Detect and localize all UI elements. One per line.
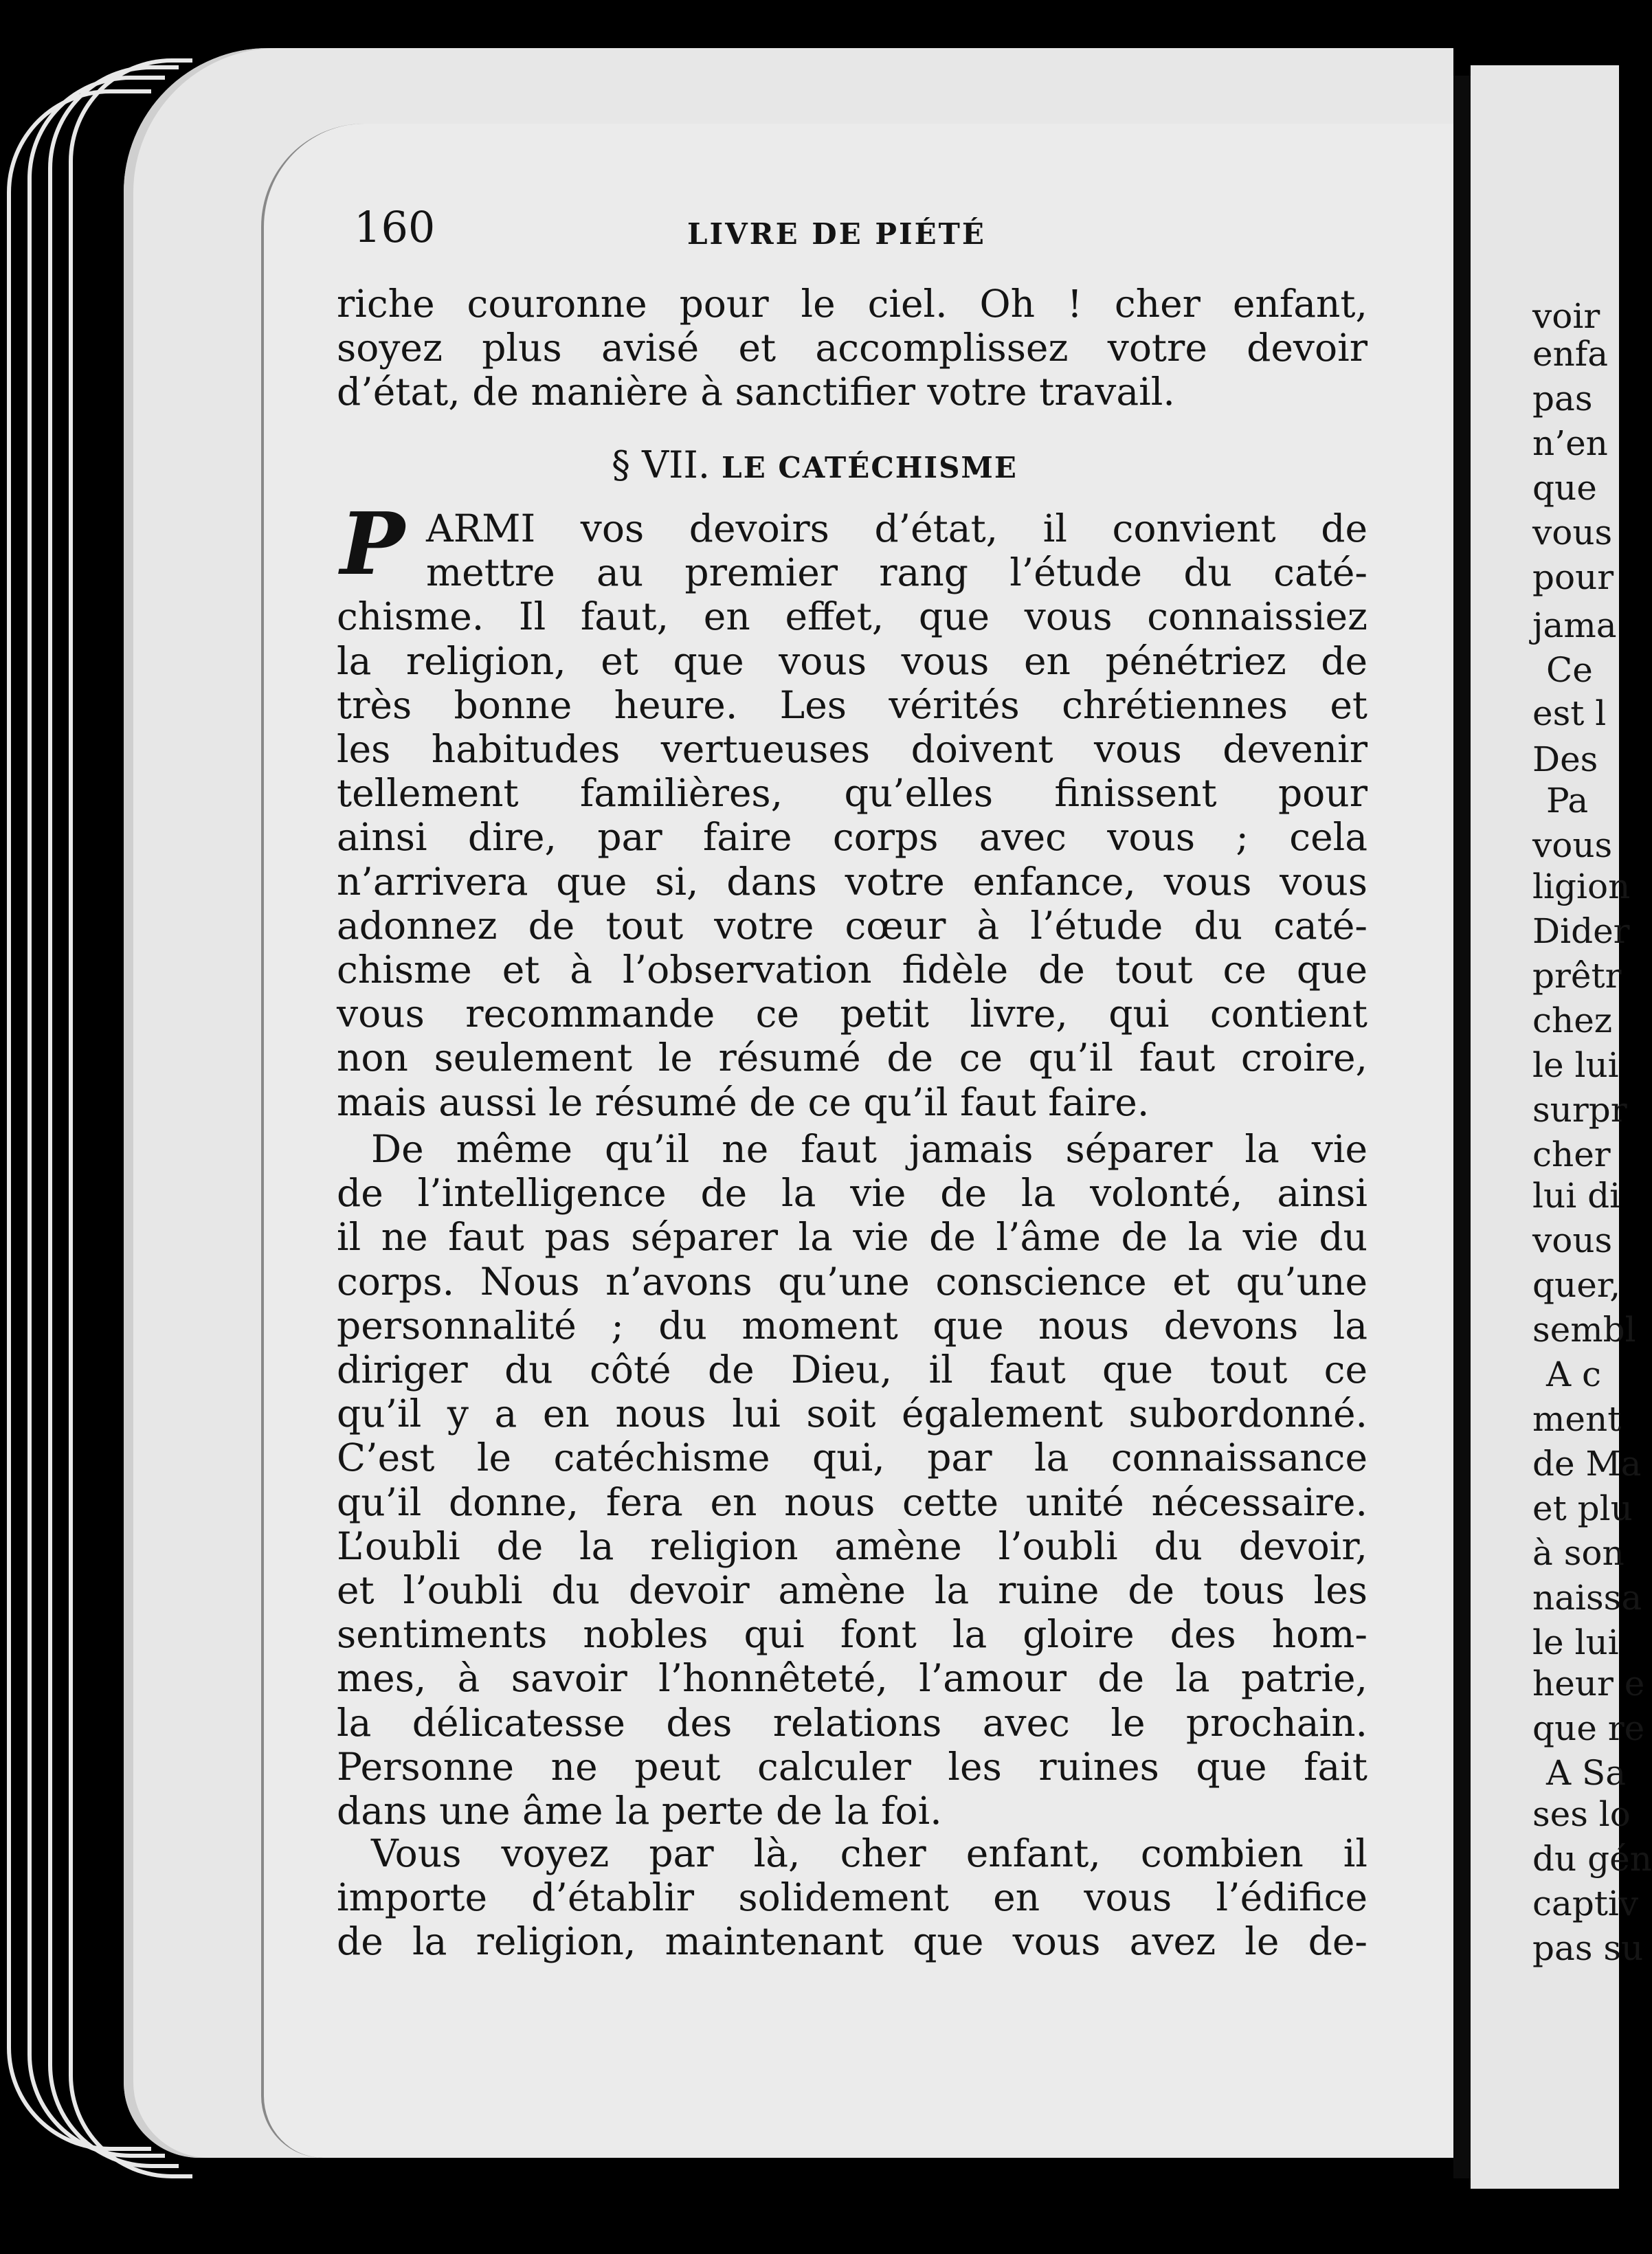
facing-page-line: A c: [1546, 1354, 1602, 1394]
text-line: L’oubli de la religion amène l’oubli du devoir,: [337, 1524, 1368, 1568]
text-line: personnalité ; du moment que nous devons la: [337, 1303, 1368, 1348]
facing-page-line: pas: [1532, 379, 1593, 419]
facing-page-line: heur e: [1532, 1664, 1645, 1704]
facing-page-line: captiv: [1532, 1884, 1639, 1923]
facing-page-line: pour: [1532, 557, 1614, 597]
facing-page-line: Pa: [1546, 781, 1589, 821]
text-line: corps. Nous n’avons qu’une conscience et qu’une: [337, 1259, 1368, 1304]
text-line: soyez plus avisé et accomplissez votre devoir: [337, 326, 1368, 370]
text-line: mes, à savoir l’honnêteté, l’amour de la patrie,: [337, 1656, 1368, 1701]
text-line: ARMI vos devoirs d’état, il convient de: [426, 506, 1368, 550]
text-line: n’arrivera que si, dans votre enfance, vous vous: [337, 859, 1368, 904]
text-line: mais aussi le résumé de ce qu’il faut faire.: [337, 1080, 1150, 1124]
facing-page-line: lui di: [1532, 1176, 1621, 1216]
drop-cap: P: [340, 494, 405, 594]
text-line: et l’oubli du devoir amène la ruine de tous les: [337, 1568, 1368, 1612]
facing-page-line: ligion: [1532, 867, 1631, 906]
text-line: d’état, de manière à sanctifier votre travail.: [337, 370, 1175, 414]
text-line: riche couronne pour le ciel. Oh ! cher enfant,: [337, 282, 1368, 326]
text-line: la religion, et que vous vous en pénétriez de: [337, 638, 1368, 683]
text-line: qu’il donne, fera en nous cette unité nécessaire.: [337, 1480, 1368, 1524]
facing-page-line: que re: [1532, 1708, 1645, 1748]
book-spine: [1453, 76, 1471, 2178]
facing-page-line: ses lo: [1532, 1794, 1631, 1834]
text-line: de l’intelligence de la vie de la volonté, ainsi: [337, 1171, 1368, 1216]
facing-page-line: prêtr: [1532, 956, 1622, 996]
facing-page-line: le lui: [1532, 1622, 1619, 1662]
running-title: LIVRE DE PIÉTÉ: [687, 217, 986, 251]
text-line: adonnez de tout votre cœur à l’étude du caté-: [337, 903, 1368, 948]
text-line: non seulement le résumé de ce qu’il faut croire,: [337, 1036, 1368, 1080]
facing-page-line: du gén: [1532, 1839, 1652, 1879]
text-line: il ne faut pas séparer la vie de l’âme de la vie du: [337, 1215, 1368, 1260]
section-title: LE CATÉCHISME: [722, 451, 1018, 484]
facing-page-line: naissa: [1532, 1578, 1642, 1618]
facing-page-line: n’en: [1532, 423, 1608, 463]
text-line: chisme et à l’observation fidèle de tout ce que: [337, 948, 1368, 992]
facing-page-line: de Ma: [1532, 1444, 1642, 1484]
facing-page-line: et plu: [1532, 1488, 1633, 1528]
text-line: tellement familières, qu’elles finissent pour: [337, 771, 1368, 816]
text-line: vous recommande ce petit livre, qui contient: [337, 992, 1368, 1036]
facing-page-line: Des: [1532, 739, 1598, 779]
facing-page-line: ment: [1532, 1399, 1622, 1439]
facing-page-line: quer,: [1532, 1265, 1621, 1305]
section-number: § VII.: [612, 443, 710, 487]
text-line: la délicatesse des relations avec le prochain.: [337, 1700, 1368, 1745]
facing-page-line: à son: [1532, 1533, 1625, 1573]
facing-page-line: pas su: [1532, 1928, 1644, 1968]
facing-page-line: sembl: [1532, 1310, 1636, 1350]
text-line: très bonne heure. Les vérités chrétiennes et: [337, 682, 1368, 727]
text-line: Personne ne peut calculer les ruines que fait: [337, 1744, 1368, 1789]
page-number: 160: [354, 202, 436, 252]
section-heading: [612, 443, 1018, 487]
text-line: qu’il y a en nous lui soit également subordonné.: [337, 1392, 1368, 1436]
facing-page-line: vous: [1532, 513, 1613, 553]
text-line: De même qu’il ne faut jamais séparer la vie: [371, 1127, 1368, 1171]
facing-page-line: A Sa: [1546, 1753, 1627, 1793]
text-line: les habitudes vertueuses doivent vous devenir: [337, 727, 1368, 771]
facing-page-line: enfa: [1532, 334, 1609, 374]
facing-page-line: Dider: [1532, 911, 1630, 951]
facing-page-line: le lui: [1532, 1045, 1619, 1085]
text-line: diriger du côté de Dieu, il faut que tout ce: [337, 1348, 1368, 1392]
facing-page-line: jama: [1532, 605, 1617, 645]
facing-page: [1471, 65, 1652, 2189]
text-line: mettre au premier rang l’étude du caté-: [426, 550, 1368, 595]
text-line: C’est le catéchisme qui, par la connaissance: [337, 1436, 1368, 1480]
text-line: importe d’établir solidement en vous l’édifice: [337, 1875, 1368, 1920]
text-line: chisme. Il faut, en effet, que vous connaissiez: [337, 594, 1368, 639]
facing-page-line: vous: [1532, 1220, 1613, 1260]
facing-page-line: surpr: [1532, 1090, 1627, 1130]
text-line: dans une âme la perte de la foi.: [337, 1789, 942, 1833]
facing-page-line: Ce: [1546, 650, 1593, 690]
facing-page-line: vous: [1532, 825, 1613, 865]
text-line: de la religion, maintenant que vous avez le de-: [337, 1919, 1368, 1964]
facing-page-line: chez: [1532, 1001, 1613, 1040]
facing-page-line: cher: [1532, 1135, 1611, 1174]
text-line: Vous voyez par là, cher enfant, combien il: [371, 1831, 1368, 1875]
text-line: ainsi dire, par faire corps avec vous ; cela: [337, 815, 1368, 860]
facing-page-line: est l: [1532, 693, 1607, 733]
text-line: sentiments nobles qui font la gloire des hom-: [337, 1612, 1368, 1657]
facing-page-line: voir: [1532, 296, 1600, 336]
facing-page-line: que: [1532, 468, 1597, 508]
